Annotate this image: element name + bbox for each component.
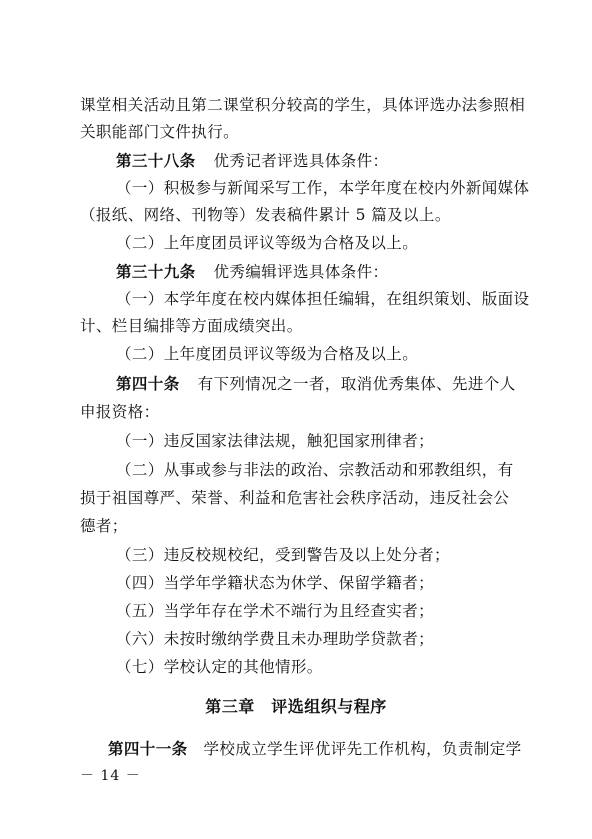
page-number: － 14 － <box>80 768 141 784</box>
article-text: 优秀编辑评选具体条件： <box>213 263 389 281</box>
article-title: 第四十一条 <box>108 740 188 758</box>
article-text: 优秀记者评选具体条件： <box>213 152 389 170</box>
paragraph-line: （一）本学年度在校内媒体担任编辑，在组织策划、版面设 <box>116 290 530 308</box>
article-text: 有下列情况之一者，取消优秀集体、先进个人 <box>197 375 516 393</box>
paragraph-line: 计、栏目编排等方面成绩突出。 <box>80 317 303 335</box>
chapter-heading: 第三章 评选组织与程序 <box>205 697 387 716</box>
article-41 <box>108 739 522 759</box>
paragraph-line: （二）上年度团员评议等级为合格及以上。 <box>116 345 419 363</box>
paragraph-line: 申报资格： <box>80 403 160 421</box>
paragraph-line: （七）学校认定的其他情形。 <box>116 658 323 676</box>
paragraph-line: 损于祖国尊严、荣誉、利益和危害社会秩序活动，违反社会公 <box>80 489 510 507</box>
article-40 <box>116 374 516 394</box>
paragraph-line: （二）从事或参与非法的政治、宗教活动和邪教组织，有 <box>116 461 514 479</box>
paragraph-line: （一）积极参与新闻采写工作，本学年度在校内外新闻媒体 <box>116 179 530 197</box>
article-39 <box>116 262 388 282</box>
paragraph-line: （二）上年度团员评议等级为合格及以上。 <box>116 234 419 252</box>
paragraph-line: 课堂相关活动且第二课堂积分较高的学生，具体评选办法参照相 <box>80 96 526 114</box>
paragraph-line: （四）当学年学籍状态为休学、保留学籍者； <box>116 574 435 592</box>
paragraph-line: （六）未按时缴纳学费且未办理助学贷款者； <box>116 630 435 648</box>
paragraph-line: （五）当学年存在学术不端行为且经查实者； <box>116 602 435 620</box>
article-text: 学校成立学生评优评先工作机构，负责制定学 <box>203 740 522 758</box>
paragraph-line: 德者； <box>80 517 128 535</box>
paragraph-line: （三）违反校规校纪，受到警告及以上处分者； <box>116 546 450 564</box>
article-38 <box>116 151 388 171</box>
paragraph-line: （报纸、网络、刊物等）发表稿件累计 5 篇及以上。 <box>80 206 451 224</box>
article-title: 第四十条 <box>116 375 180 393</box>
paragraph-line: 关职能部门文件执行。 <box>80 123 240 141</box>
paragraph-line: （一）违反国家法律法规，触犯国家刑律者； <box>116 432 435 450</box>
article-title: 第三十八条 <box>116 152 196 170</box>
article-title: 第三十九条 <box>116 263 196 281</box>
